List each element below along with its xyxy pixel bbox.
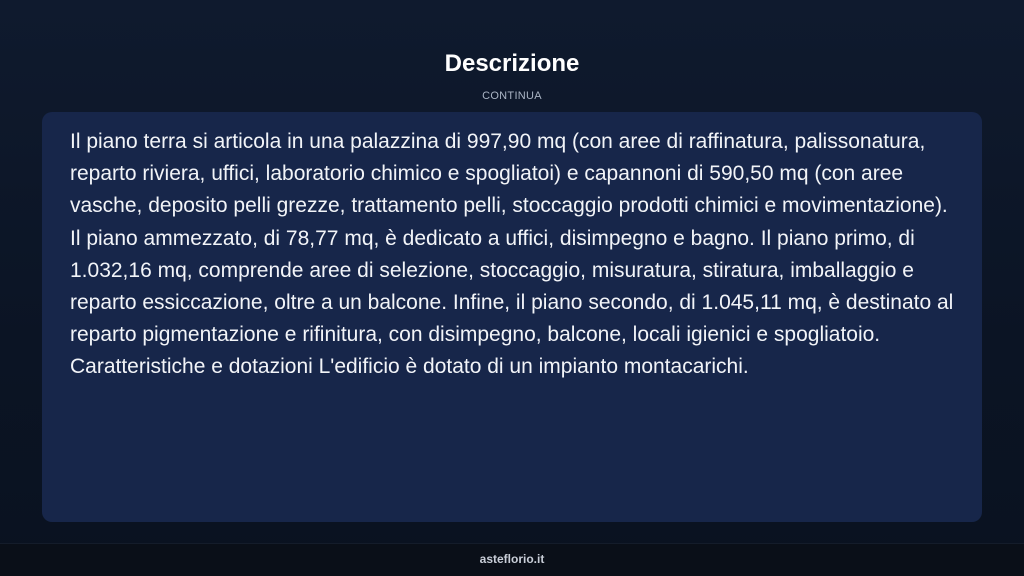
description-text: Il piano terra si articola in una palazzina di 997,90 mq (con aree di raffinatura, palissonatura, reparto riviera, uffici, laboratorio chimico e spogliatoi) e capannoni di 590,50 mq (con aree vasche, deposito pelli grezze, trattamento pelli, stoccaggio prodotti chimici e movimentazione). Il piano ammezzato, di 78,77 mq, è dedicato a uffici, disimpegno e bagno. Il piano primo, di 1.032,16 mq, comprende aree di selezione, stoccaggio, misuratura, stiratura, imballaggio e reparto essiccazione, oltre a un balcone. Infine, il piano secondo, di 1.045,11 mq, è destinato al reparto pigmentazione e rifinitura, con disimpegno, balcone, locali igienici e spogliatoio. Caratteristiche e dotazioni L'edificio è dotato di un impianto montacarichi. [70, 130, 954, 379]
description-card [42, 112, 982, 522]
footer-site-label: asteflorio.it [479, 552, 545, 566]
continue-link[interactable]: CONTINUA [482, 90, 542, 102]
footer-bar [0, 543, 1024, 576]
page-title: Descrizione [444, 50, 580, 77]
